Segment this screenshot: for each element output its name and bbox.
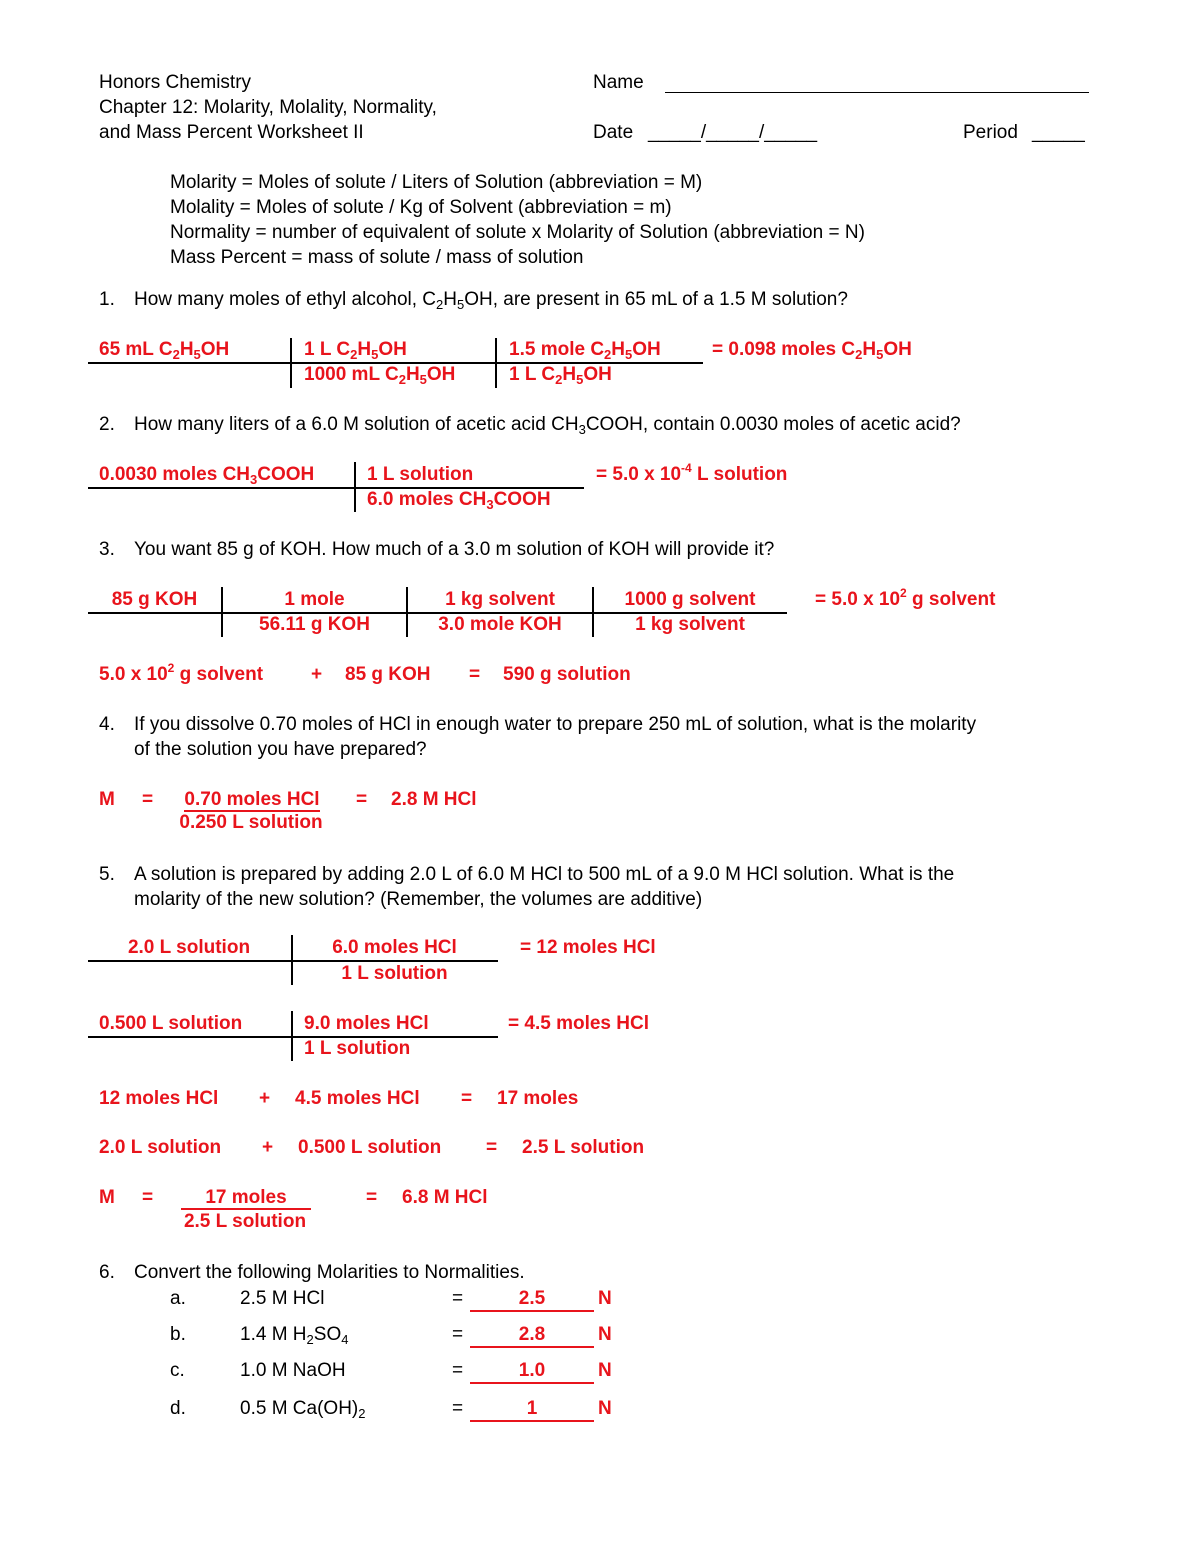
answer-5-result: 6.8 M HCl xyxy=(402,1187,488,1208)
answer-1-term-3-num: 1.5 mole $C_2H_5OH$ xyxy=(509,339,661,362)
equals-sign: = xyxy=(486,1137,498,1158)
equals-sign: = xyxy=(461,1088,473,1109)
name-blank[interactable] xyxy=(665,92,1089,93)
answer-5-sum-1-term-2: 4.5 moles HCl xyxy=(295,1088,420,1109)
answer-3-sum-term-1: 5.0 x $10^2$ g solvent xyxy=(99,661,264,685)
answer-1-term-2-num: 1 L $C_2H_5OH$ xyxy=(304,339,407,362)
normality-unit: N xyxy=(598,1398,612,1419)
plus-sign: + xyxy=(259,1088,271,1109)
fraction-bar xyxy=(88,612,787,614)
molarity-value: 1.4 M $H_2SO_4$ xyxy=(240,1324,349,1347)
period-blank[interactable]: _____ xyxy=(1032,122,1085,143)
answer-2-term-2-den: 6.0 moles $CH_3COOH$ xyxy=(367,489,551,512)
equals-sign: = xyxy=(366,1187,378,1208)
date-blank[interactable]: _____/_____/_____ xyxy=(648,122,818,143)
question-3-text: You want 85 g of KOH. How much of a 3.0 m solution of KOH will provide it? xyxy=(134,539,775,560)
answer-3-term-1: 85 g KOH xyxy=(111,589,198,610)
equals-sign: = xyxy=(142,1187,154,1208)
answer-4-result: 2.8 M HCl xyxy=(391,789,477,810)
question-2-text: How many liters of a 6.0 M solution of acetic acid $CH_3COOH$, contain 0.0030 moles of acetic acid? xyxy=(134,414,961,437)
definition-molality: Molality = Moles of solute / Kg of Solvent (abbreviation = m) xyxy=(170,197,672,218)
definition-mass-percent: Mass Percent = mass of solute / mass of solution xyxy=(170,247,584,268)
chapter-title-line2: and Mass Percent Worksheet II xyxy=(99,122,364,143)
equals-sign: = xyxy=(452,1288,464,1309)
question-4-line-1: If you dissolve 0.70 moles of HCl in enough water to prepare 250 mL of solution, what is the molarity xyxy=(134,714,977,735)
answer-5-row-1-term-2-num: 6.0 moles HCl xyxy=(332,937,457,958)
answer-1-result: = 0.098 moles $C_2H_5OH$ xyxy=(712,339,912,362)
answer-3-term-4-num: 1000 g solvent xyxy=(624,589,756,610)
equals-sign: = xyxy=(452,1398,464,1419)
equals-sign: = xyxy=(142,789,154,810)
answer-5-sum-1-result: 17 moles xyxy=(497,1088,579,1109)
normality-answer[interactable]: 2.5 xyxy=(470,1288,594,1312)
answer-3-term-3-den: 3.0 mole KOH xyxy=(438,614,562,635)
answer-3-term-3-num: 1 kg solvent xyxy=(445,589,555,610)
fraction-bar xyxy=(88,487,584,489)
definition-molarity: Molarity = Moles of solute / Liters of Solution (abbreviation = M) xyxy=(170,172,703,193)
normality-unit: N xyxy=(598,1360,612,1381)
item-letter: c. xyxy=(170,1360,185,1381)
answer-5-row-2-term-2-den: 1 L solution xyxy=(304,1038,411,1059)
answer-5-row-1-term-2-den: 1 L solution xyxy=(341,963,448,984)
answer-4-numerator: 0.70 moles HCl xyxy=(184,789,320,810)
equals-sign: = xyxy=(452,1324,464,1345)
answer-3-term-4-den: 1 kg solvent xyxy=(635,614,745,635)
molarity-value: 1.0 M NaOH xyxy=(240,1360,346,1381)
question-number: 2. xyxy=(99,414,115,435)
item-letter: d. xyxy=(170,1398,186,1419)
normality-unit: N xyxy=(598,1288,612,1309)
question-number: 4. xyxy=(99,714,115,735)
answer-5-sum-2-term-1: 2.0 L solution xyxy=(99,1137,222,1158)
answer-3-term-2-num: 1 mole xyxy=(284,589,345,610)
answer-2-term-1: 0.0030 moles $CH_3COOH$ xyxy=(99,464,315,487)
normality-unit: N xyxy=(598,1324,612,1345)
normality-answer[interactable]: 1 xyxy=(470,1398,594,1422)
question-number: 6. xyxy=(99,1262,115,1283)
date-label: Date xyxy=(593,122,634,143)
question-4-line-2: of the solution you have prepared? xyxy=(134,739,427,760)
answer-1-term-1: 65 mL $C_2H_5OH$ xyxy=(99,339,230,362)
question-5-line-1: A solution is prepared by adding 2.0 L of 6.0 M HCl to 500 mL of a 9.0 M HCl solution. What is the xyxy=(134,864,955,885)
question-number: 3. xyxy=(99,539,115,560)
course-title: Honors Chemistry xyxy=(99,72,252,93)
answer-3-term-2-den: 56.11 g KOH xyxy=(259,614,370,635)
question-1-text: How many moles of ethyl alcohol, $C_2H_5OH$, are present in 65 mL of a 1.5 M solution? xyxy=(134,289,848,312)
normality-answer[interactable]: 1.0 xyxy=(470,1360,594,1384)
plus-sign: + xyxy=(311,664,323,685)
equals-sign: = xyxy=(356,789,368,810)
answer-3-result: = 5.0 x $10^2$ g solvent xyxy=(815,586,996,610)
equals-sign: = xyxy=(452,1360,464,1381)
answer-1-term-2-den: 1000 mL $C_2H_5OH$ xyxy=(304,364,456,387)
answer-5-row-2-term-2-num: 9.0 moles HCl xyxy=(304,1013,429,1034)
answer-5-sum-1-term-1: 12 moles HCl xyxy=(99,1088,219,1109)
answer-3-sum-result: 590 g solution xyxy=(503,664,631,685)
molarity-value: 0.5 M $Ca(OH)_2$ xyxy=(240,1398,366,1421)
fraction-bar xyxy=(88,362,703,364)
answer-4-denominator: 0.250 L solution xyxy=(179,812,323,833)
question-6-text: Convert the following Molarities to Normalities. xyxy=(134,1262,525,1283)
definition-normality: Normality = number of equivalent of solute x Molarity of Solution (abbreviation = N) xyxy=(170,222,865,243)
item-letter: b. xyxy=(170,1324,186,1345)
question-number: 5. xyxy=(99,864,115,885)
answer-5-row-2-term-1: 0.500 L solution xyxy=(99,1013,243,1034)
question-5-line-2: molarity of the new solution? (Remember, the volumes are additive) xyxy=(134,889,703,910)
normality-answer[interactable]: 2.8 xyxy=(470,1324,594,1348)
answer-5-sum-2-term-2: 0.500 L solution xyxy=(298,1137,442,1158)
fraction-bar xyxy=(88,1036,498,1038)
answer-3-sum-term-2: 85 g KOH xyxy=(345,664,431,685)
answer-2-result: = 5.0 x $10^{-4}$ L solution xyxy=(596,461,788,485)
answer-5-row-1-term-1: 2.0 L solution xyxy=(127,937,251,958)
answer-5-row-1-result: = 12 moles HCl xyxy=(520,937,656,958)
answer-5-sum-2-result: 2.5 L solution xyxy=(522,1137,645,1158)
answer-2-term-2-num: 1 L solution xyxy=(367,464,474,485)
answer-4-m: M xyxy=(99,789,115,810)
answer-5-numerator: 17 moles xyxy=(172,1187,320,1209)
question-number: 1. xyxy=(99,289,115,310)
name-label: Name xyxy=(593,72,644,93)
molarity-value: 2.5 M HCl xyxy=(240,1288,325,1309)
fraction-bar xyxy=(88,960,498,962)
answer-5-m: M xyxy=(99,1187,115,1208)
plus-sign: + xyxy=(262,1137,274,1158)
equals-sign: = xyxy=(469,664,481,685)
answer-5-denominator: 2.5 L solution xyxy=(183,1211,307,1232)
answer-5-row-2-result: = 4.5 moles HCl xyxy=(508,1013,649,1034)
period-label: Period xyxy=(963,122,1018,143)
answer-1-term-3-den: 1 L $C_2H_5OH$ xyxy=(509,364,612,387)
item-letter: a. xyxy=(170,1288,186,1309)
chapter-title-line1: Chapter 12: Molarity, Molality, Normality, xyxy=(99,97,437,118)
